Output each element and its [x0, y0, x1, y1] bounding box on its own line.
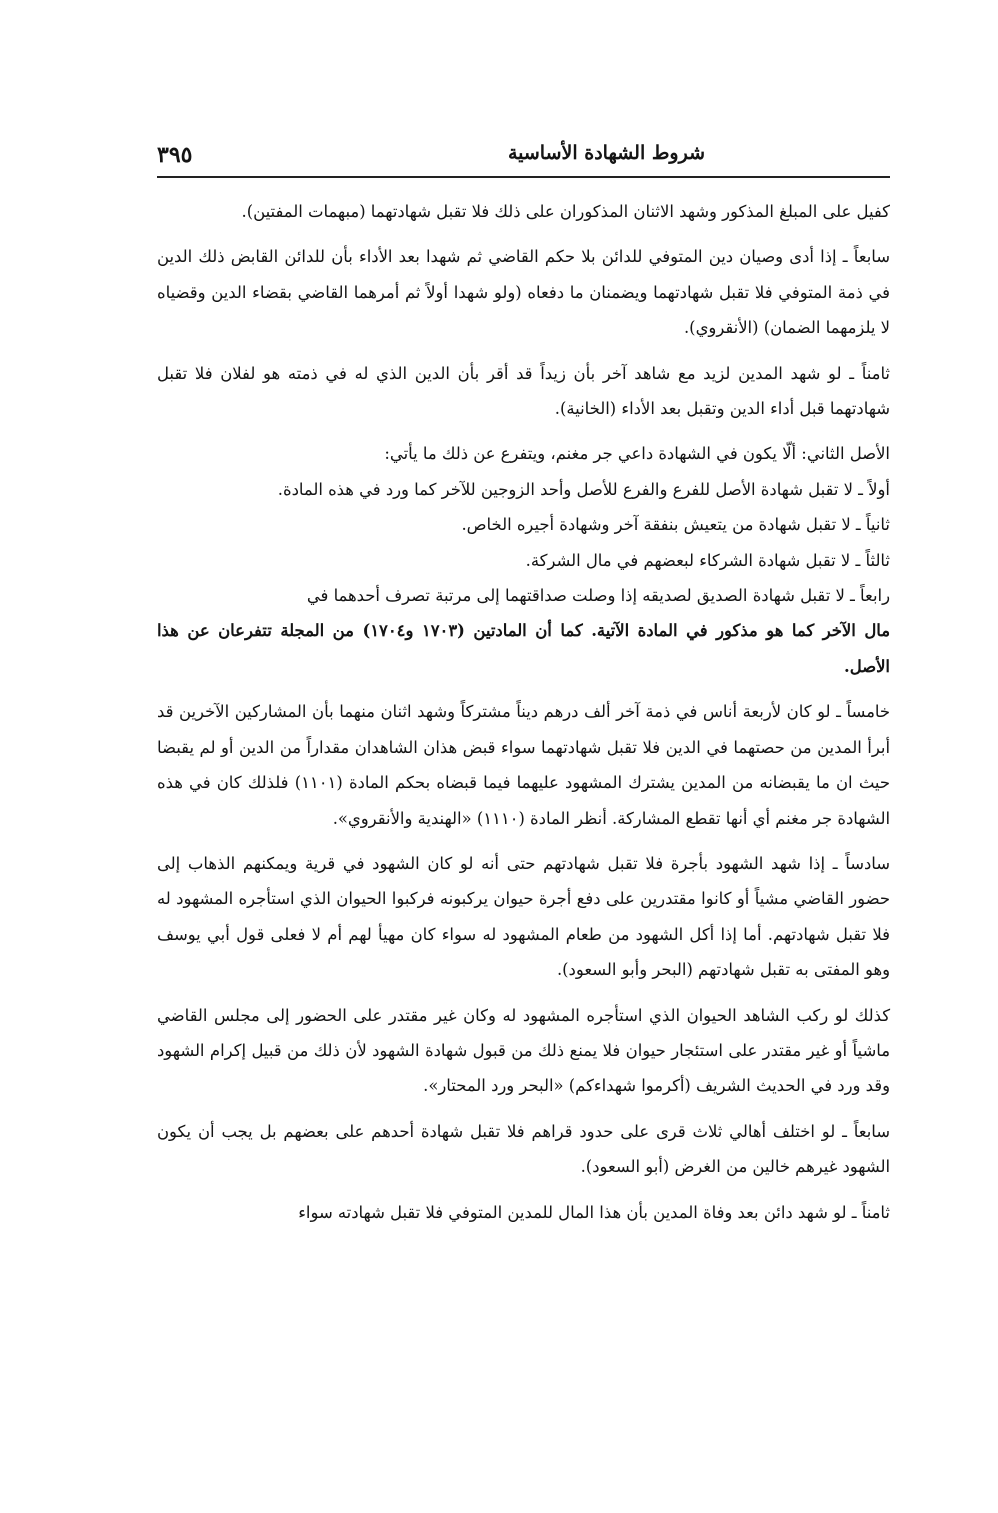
paragraph-fifth-item: خامساً ـ لو كان لأربعة أناس في ذمة آخر ألف درهم ديناً مشتركاً وشهد اثنان منهما بأن المشاركين الآخرين قد أبرأ المدين من حصتهما في الدين فلا تقبل شهادتهما سواء قبض هذان الشاهدان مقداراً من الدين أو لم يقبضا حيث ان ما يقبضانه من المدين يشترك المشهود عليهما فيما قبضاه بحكم المادة (١١٠١) فلذلك كان في هذه الشهادة جر مغنم أي أنها تقطع المشاركة. أنظر المادة (١١١٠) «الهندية والأنقروي».	[157, 702, 891, 828]
header-rule	[157, 176, 890, 178]
paragraph-fourth-item: رابعاً ـ لا تقبل شهادة الصديق لصديقه إذا وصلت صداقتهما إلى مرتبة تصرف أحدهما في	[306, 586, 890, 606]
paragraph-eighth: ثامناً ـ لو شهد المدين لزيد مع شاهد آخر بأن زيداً قد أقر بأن الدين الذي له في ذمته هو لفلان فلا تقبل شهادتهما قبل أداء الدين وتقبل بعد الأداء (الخانية).	[157, 363, 890, 419]
paragraph-sixth-item: سادساً ـ إذا شهد الشهود بأجرة فلا تقبل شهادتهم حتى أنه لو كان الشهود في قرية ويمكنهم الذهاب إلى حضور القاضي مشياً أو كانوا مقتدرين على دفع أجرة حيوان يركبونه فركبوا الحيوان الذي استأجره المشهود له فلا تقبل شهادتهم. أما إذا أكل الشهود من طعام المشهود له سواء كان مهيأ لهم أم لا فعلى قول أبي يوسف وهو المفتى به تقبل شهادتهم (البحر وأبو السعود).	[157, 853, 890, 980]
running-title: شروط الشهادة الأساسية	[507, 142, 705, 164]
paragraph-third-item: ثالثاً ـ لا تقبل شهادة الشركاء لبعضهم في مال الشركة.	[525, 550, 890, 570]
paragraph-eighth-item: ثامناً ـ لو شهد دائن بعد وفاة المدين بأن هذا المال للمدين المتوفي فلا تقبل شهادته سواء	[298, 1202, 890, 1222]
paragraph-seventh-item: سابعاً ـ لو اختلف أهالي ثلاث قرى على حدود قراهم فلا تقبل شهادة أحدهم على بعضهم بل يجب أن يكون الشهود غيرهم خالين من الغرض (أبو السعود).	[157, 1121, 890, 1177]
paragraph-second-item: ثانياً ـ لا تقبل شهادة من يتعيش بنفقة آخر وشهادة أجيره الخاص.	[461, 515, 890, 535]
page-number: ٣٩٥	[157, 142, 193, 168]
paragraph-continuation: كفيل على المبلغ المذكور وشهد الاثنان المذكوران على ذلك فلا تقبل شهادتهما (مبهمات المفتين).	[241, 202, 890, 221]
page-body	[157, 194, 890, 1230]
paragraph-first-item: أولاً ـ لا تقبل شهادة الأصل للفرع والفرع للأصل وأحد الزوجين للآخر كما ورد في هذه المادة.	[277, 479, 890, 499]
paragraph-likewise: كذلك لو ركب الشاهد الحيوان الذي استأجره المشهود له وكان غير مقتدر على الحضور إلى مجلس القاضي ماشياً أو غير مقتدر على استئجار حيوان فلا يمنع ذلك من قبول شهادة الشهود لأن ذلك من قبيل إكرام الشهود وقد ورد في الحديث الشريف (أكرموا شهداءكم) «البحر ورد المحتار».	[157, 1005, 890, 1096]
page-header	[157, 142, 890, 176]
paragraph-fourth-item-cont: مال الآخر كما هو مذكور في المادة الآتية. كما أن المادتين (١٧٠٣ و١٧٠٤) من المجلة تتفرعان عن هذا الأصل.	[157, 621, 890, 676]
paragraph-second-principle: الأصل الثاني: ألّا يكون في الشهادة داعي جر مغنم، ويتفرع عن ذلك ما يأتي:	[384, 444, 890, 464]
paragraph-seventh: سابعاً ـ إذا أدى وصيان دين المتوفي للدائن بلا حكم القاضي ثم شهدا بعد الأداء بأن للدائن القابض ذلك الدين في ذمة المتوفي فلا تقبل شهادتهما ويضمنان ما دفعاه (ولو شهدا أولاً ثم أمرهما القاضي بقضاء الدين وقضياه لا يلزمهما الضمان) (الأنقروي).	[157, 247, 890, 338]
